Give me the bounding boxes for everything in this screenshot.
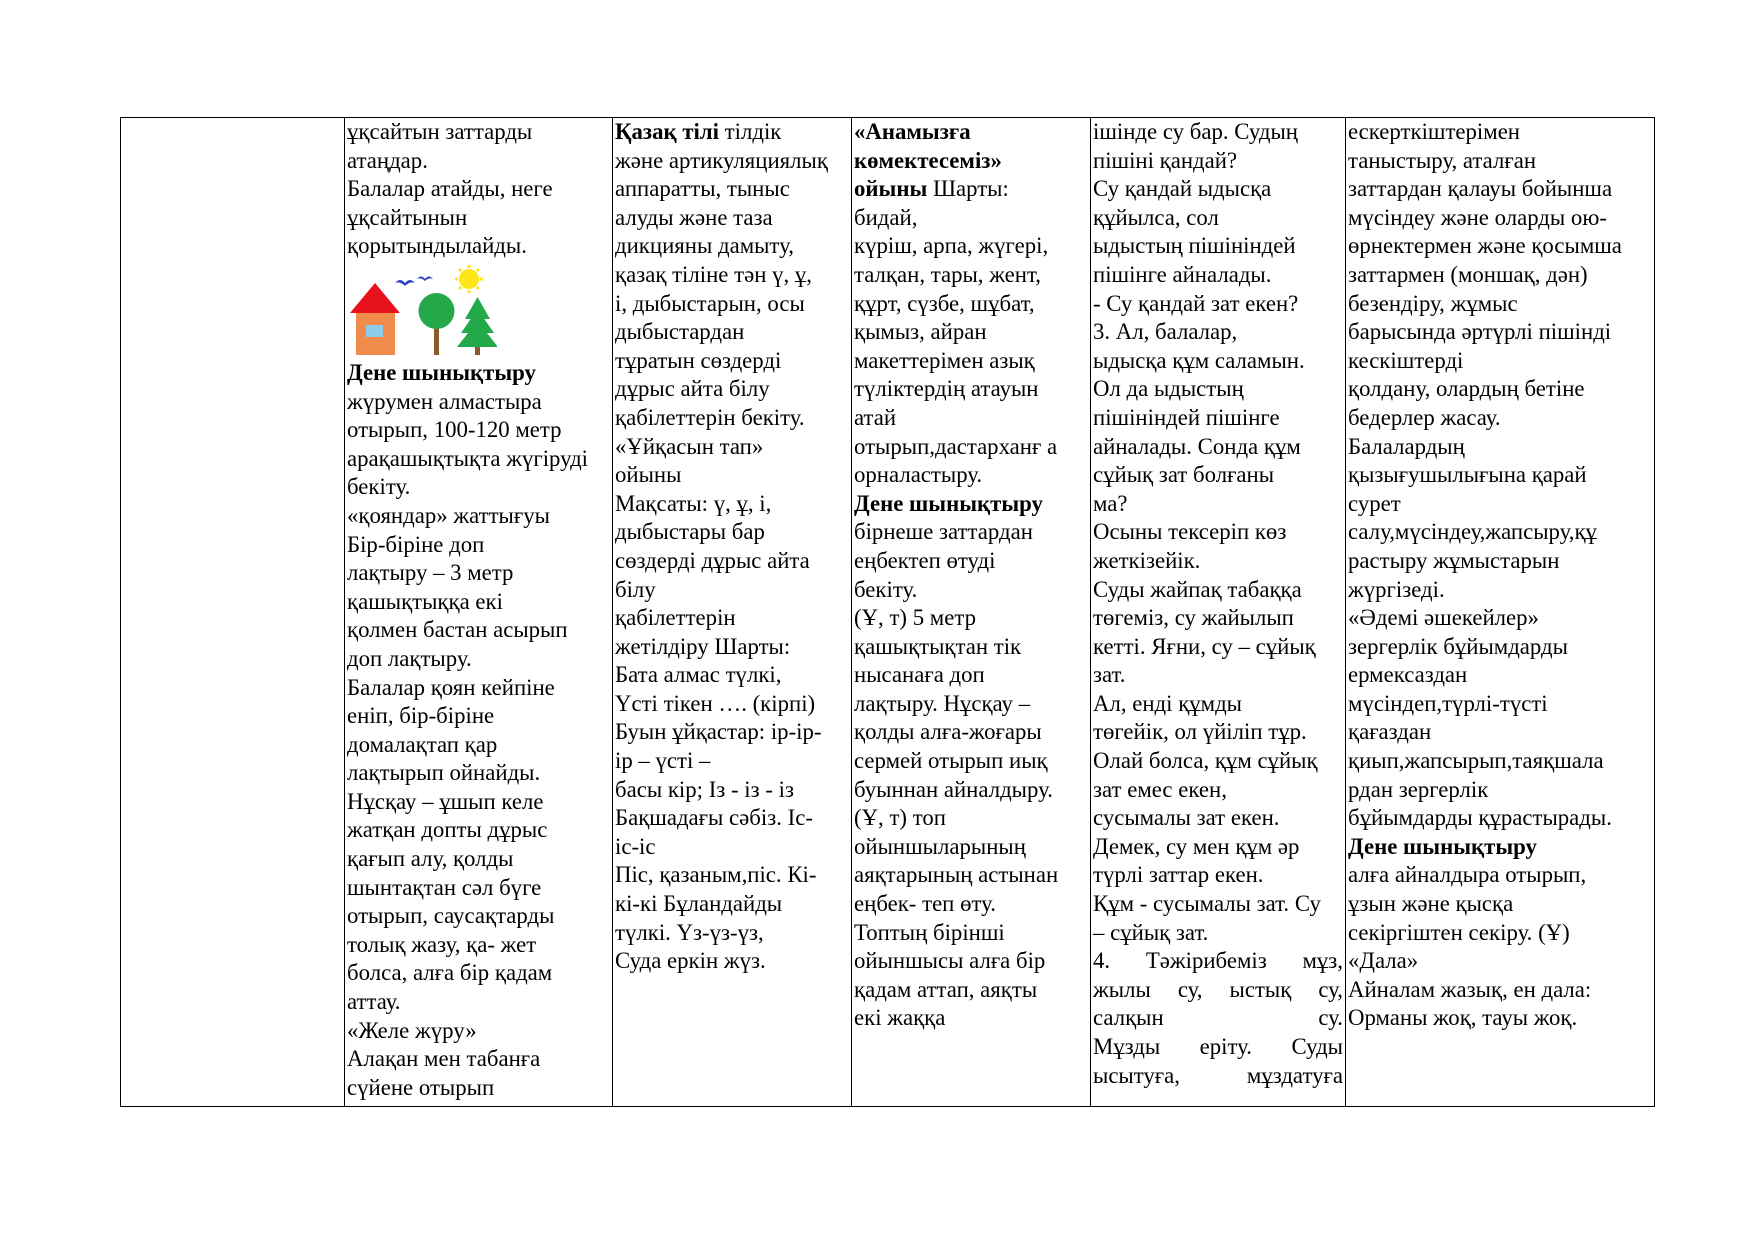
cell-4-text — [1093, 118, 1343, 947]
text-line: қолды алға-жоғары — [854, 719, 1042, 745]
text-line: ір – үсті – — [615, 748, 711, 774]
text-line: «қояндар» жаттығуы — [347, 502, 550, 528]
text-line: рдан зергерлік — [1348, 776, 1489, 802]
text-line: Топтың бірінші — [854, 919, 1005, 945]
text-line: салу,мүсіндеу,жапсыру,құ — [1348, 519, 1597, 545]
cell-2-text — [615, 147, 849, 976]
text-line: ма? — [1093, 490, 1128, 516]
text-line: ысытуға, мұздатуға — [1093, 1062, 1343, 1088]
table-row — [121, 118, 1655, 1107]
text-line: зергерлік бұйымдарды — [1348, 633, 1568, 659]
text-line: «Ұйқасын тап» — [615, 433, 764, 459]
text-line: Мақсаты: ү, ұ, і, — [615, 490, 772, 516]
text-line: Алақан мен табанға — [347, 1046, 541, 1072]
text-line: сүйене отырып — [347, 1074, 495, 1100]
text-line: тұратын сөздерді — [615, 347, 782, 373]
text-line: сусымалы зат екен. — [1093, 805, 1280, 831]
text-line: лақтыру. Нұсқау – — [854, 690, 1030, 716]
text-line: Ол да ыдыстың — [1093, 376, 1244, 402]
text-line: Нұсқау – ұшып келе — [347, 788, 544, 814]
text-line: кі-кі Бұландайды — [615, 891, 783, 917]
cell-column-3 — [852, 118, 1091, 1107]
text-line: қызығушылығына қарай — [1348, 462, 1587, 488]
text-line: жүрумен алмастыра — [347, 388, 542, 414]
text-line: түлкі. Үз-үз-үз, — [615, 919, 764, 945]
empty-cell — [121, 118, 345, 1107]
cell-1-top-text — [347, 118, 610, 261]
text-line: Ал, енді құмды — [1093, 690, 1243, 716]
text-line: бірнеше заттардан — [854, 519, 1033, 545]
text-line: құрт, сүзбе, шұбат, — [854, 290, 1035, 316]
text-line: еңбек- теп өту. — [854, 891, 996, 917]
round-tree-icon — [419, 293, 455, 355]
section-heading: Дене шынықтыру — [854, 490, 1043, 516]
text-line: Балалар атайды, неге — [347, 176, 553, 202]
fir-tree-icon — [457, 297, 497, 355]
text-line: Піс, қазаным,піс. Кі- — [615, 862, 817, 888]
text-line: бекіту. — [347, 474, 411, 500]
text-line: болса, алға бір қадам — [347, 960, 553, 986]
text-line: қабілеттерін бекіту. — [615, 404, 805, 430]
text-line: талқан, тары, жент, — [854, 261, 1041, 287]
text-line: төгейік, ол үйіліп тұр. — [1093, 719, 1307, 745]
game-title-line — [854, 175, 1088, 204]
text-line: түрлі заттар екен. — [1093, 862, 1264, 888]
text-line: (Ұ, т) топ — [854, 805, 946, 831]
text-line: қашықтықтан тік — [854, 633, 1022, 659]
text-line: ермексаздан — [1348, 662, 1468, 688]
cell-column-4 — [1091, 118, 1346, 1107]
text-line: заттардан қалауы бойынша — [1348, 176, 1613, 202]
text-line: аппаратты, тыныс — [615, 176, 790, 202]
text-line: Айналам жазық, ен дала: — [1348, 976, 1592, 1002]
text-line: ескерткіштерімен — [1348, 119, 1521, 144]
game-title-line: көмектесеміз» — [854, 147, 1002, 173]
text-line: бекіту. — [854, 576, 918, 602]
text-line: ойыншыларының — [854, 833, 1026, 859]
text-line: Буын ұйқастар: ір-ір- — [615, 719, 822, 745]
text-line: қағаздан — [1348, 719, 1432, 745]
text-line: мүсіндеп,түрлі-түсті — [1348, 690, 1548, 716]
text-line: айналады. Сонда құм — [1093, 433, 1301, 459]
heading-continuation: тілдік — [718, 119, 782, 144]
text-line: Бата алмас түлкі, — [615, 662, 782, 688]
text-line: безендіру, жұмыс — [1348, 290, 1518, 316]
text-line: сұйық зат болғаны — [1093, 462, 1275, 488]
text-line: атай — [854, 404, 897, 430]
text-line: Үсті тікен …. (кірпі) — [615, 690, 816, 716]
text-line: зат емес екен, — [1093, 776, 1227, 802]
text-line: – сұйық зат. — [1093, 919, 1209, 945]
text-line: сермей отырып иық — [854, 748, 1048, 774]
text-line: арақашықтықта жүгіруді — [347, 445, 589, 471]
text-line: зат. — [1093, 662, 1126, 688]
text-line: пішініндей пішінге — [1093, 404, 1280, 430]
text-line: шынтақтан сәл бүге — [347, 874, 542, 900]
text-line: алуды және таза — [615, 204, 773, 230]
text-line: Суда еркін жүз. — [615, 948, 766, 974]
text-line: жеткізейік. — [1093, 547, 1201, 573]
text-line: і, дыбыстарын, осы — [615, 290, 805, 316]
text-line: күріш, арпа, жүгері, — [854, 233, 1049, 259]
text-line: домалақтап қар — [347, 731, 498, 757]
text-line: аяқтарының астынан — [854, 862, 1059, 888]
text-line: қағып алу, қолды — [347, 846, 514, 872]
cell-5-text-b — [1348, 861, 1652, 1033]
text-line: Орманы жоқ, тауы жоқ. — [1348, 1005, 1578, 1031]
text-line: қиып,жапсырып,таяқшала — [1348, 748, 1604, 774]
text-line: жатқан допты дұрыс — [347, 817, 548, 843]
cell-column-5 — [1346, 118, 1655, 1107]
text-line: «Желе жүру» — [347, 1017, 477, 1043]
text-line: кетті. Яғни, су – сұйық — [1093, 633, 1316, 659]
text-line: еніп, бір-біріне — [347, 703, 495, 729]
cell-column-1 — [345, 118, 613, 1107]
text-line: Балалар қоян кейпіне — [347, 674, 555, 700]
text-line: Демек, су мен құм әр — [1093, 833, 1300, 859]
text-line: лақтырып ойнайды. — [347, 760, 541, 786]
text-line: отырып, 100-120 метр — [347, 417, 562, 443]
text-line: іс-іс — [615, 833, 656, 859]
text-line: жүргізеді. — [1348, 576, 1445, 602]
text-line: қолмен бастан асырып — [347, 617, 568, 643]
text-line: бұйымдарды құрастырады. — [1348, 805, 1612, 831]
text-line: түліктердің атауын — [854, 376, 1039, 402]
text-line: өрнектермен және қосымша — [1348, 233, 1622, 259]
text-line: Су қандай ыдысқа — [1093, 176, 1272, 202]
text-line: бедерлер жасау. — [1348, 404, 1501, 430]
text-line: лақтыру – 3 метр — [347, 560, 514, 586]
house-icon — [350, 283, 400, 355]
text-line: ұзын және қысқа — [1348, 891, 1514, 917]
text-line: «Әдемі әшекейлер» — [1348, 605, 1539, 631]
text-line: құйылса, сол — [1093, 204, 1219, 230]
text-line: алға айналдыра отырып, — [1348, 862, 1587, 888]
text-line: басы кір; Із - із - із — [615, 776, 794, 802]
cell-3-text-a — [854, 204, 1088, 490]
text-line: аттау. — [347, 989, 401, 1015]
text-line: заттармен (моншақ, дән) — [1348, 261, 1588, 287]
section-heading: Дене шынықтыру — [347, 359, 536, 385]
lesson-plan-table — [120, 117, 1655, 1107]
bird-icon — [395, 280, 415, 286]
cell-4-justified-text — [1093, 947, 1343, 1090]
section-heading: Дене шынықтыру — [1348, 833, 1537, 859]
house-trees-sun-illustration — [347, 265, 497, 357]
text-line: Бақшадағы сәбіз. Іс- — [615, 805, 813, 831]
text-line: секіргіштен секіру. (Ұ) — [1348, 919, 1570, 945]
text-line: ойыны — [615, 462, 682, 488]
text-line: қазақ тіліне тән ү, ұ, — [615, 261, 812, 287]
text-line: төгеміз, су жайылып — [1093, 605, 1294, 631]
text-line: жылы су, ыстық су, — [1093, 976, 1343, 1002]
text-line: (Ұ, т) 5 метр — [854, 605, 976, 631]
cell-column-2 — [613, 118, 852, 1107]
text-line: қымыз, айран — [854, 319, 987, 345]
text-line: «Дала» — [1348, 948, 1419, 974]
text-line: доп лақтыру. — [347, 645, 472, 671]
text-line: қабілеттерін — [615, 605, 736, 631]
text-line: таныстыру, аталған — [1348, 147, 1537, 173]
text-line: барысында әртүрлі пішінді — [1348, 319, 1612, 345]
text-line: қолдану, олардың бетіне — [1348, 376, 1585, 402]
text-line: отырып,дастарханғ а — [854, 433, 1058, 459]
text-line: Мұзды еріту. Суды — [1093, 1034, 1343, 1059]
text-line: мүсіндеу және оларды ою- — [1348, 204, 1607, 230]
text-line: буыннан айналдыру. — [854, 776, 1053, 802]
game-title-line: «Анамызға — [854, 119, 971, 144]
text-line: сөздерді дұрыс айта — [615, 547, 810, 573]
text-line: отырып, саусақтарды — [347, 903, 555, 929]
text-line: пішіні қандай? — [1093, 147, 1238, 173]
text-line: Суды жайпақ табаққа — [1093, 576, 1302, 602]
text-line: дыбыстары бар — [615, 519, 765, 545]
bird-icon — [417, 276, 433, 281]
text-line: кескіштерді — [1348, 347, 1464, 373]
text-line: Балалардың — [1348, 433, 1465, 459]
cell-3-text-b — [854, 518, 1088, 1033]
text-line: салқын су. — [1093, 1005, 1343, 1031]
text-line: 3. Ал, балалар, — [1093, 319, 1238, 345]
text-line: ұқсайтынын — [347, 204, 468, 230]
text-line: Олай болса, құм сұйық — [1093, 748, 1318, 774]
text-line: ішінде су бар. Судың — [1093, 119, 1298, 144]
text-line: екі жаққа — [854, 1005, 946, 1031]
text-line: дұрыс айта білу — [615, 376, 770, 402]
text-line: сурет — [1348, 490, 1401, 516]
text-line: жетілдіру Шарты: — [615, 633, 791, 659]
text-line: еңбектеп өтуді — [854, 547, 996, 573]
text-line: дыбыстардан — [615, 319, 745, 345]
text-line: ойыншысы алға бір — [854, 948, 1046, 974]
game-title-word: ойыны — [854, 176, 928, 202]
text-line: ыдысқа құм саламын. — [1093, 347, 1305, 373]
text-line: білу — [615, 576, 656, 602]
cell-5-text-a — [1348, 118, 1652, 833]
text-line: Осыны тексеріп көз — [1093, 519, 1287, 545]
text-line: қорытындылайды. — [347, 233, 527, 259]
heading-continuation: Шарты: — [927, 176, 1009, 202]
heading-line — [615, 118, 849, 147]
text-line: бидай, — [854, 204, 918, 230]
text-line: қадам аттап, аяқты — [854, 976, 1038, 1002]
text-line: 4. Тәжірибеміз мұз, — [1093, 948, 1343, 974]
text-line: Бір-біріне доп — [347, 531, 485, 557]
text-line: растыру жұмыстарын — [1348, 547, 1560, 573]
text-line: пішінге айналады. — [1093, 261, 1272, 287]
section-heading: Қазақ тілі — [615, 119, 719, 144]
text-line: ұқсайтын заттарды — [347, 119, 533, 144]
text-line: - Су қандай зат екен? — [1093, 290, 1299, 316]
cell-1-bottom-text — [347, 388, 610, 1103]
text-line: орналастыру. — [854, 462, 983, 488]
text-line: атаңдар. — [347, 147, 428, 173]
text-line: дикцияны дамыту, — [615, 233, 794, 259]
text-line: Құм - сусымалы зат. Су — [1093, 891, 1321, 917]
text-line: ыдыстың пішініндей — [1093, 233, 1296, 259]
sun-icon — [455, 265, 483, 293]
text-line: және артикуляциялық — [615, 147, 828, 173]
text-line: қашықтыққа екі — [347, 588, 503, 614]
text-line: толық жазу, қа- жет — [347, 931, 537, 957]
text-line: нысанаға доп — [854, 662, 985, 688]
text-line: макеттерімен азық — [854, 347, 1035, 373]
